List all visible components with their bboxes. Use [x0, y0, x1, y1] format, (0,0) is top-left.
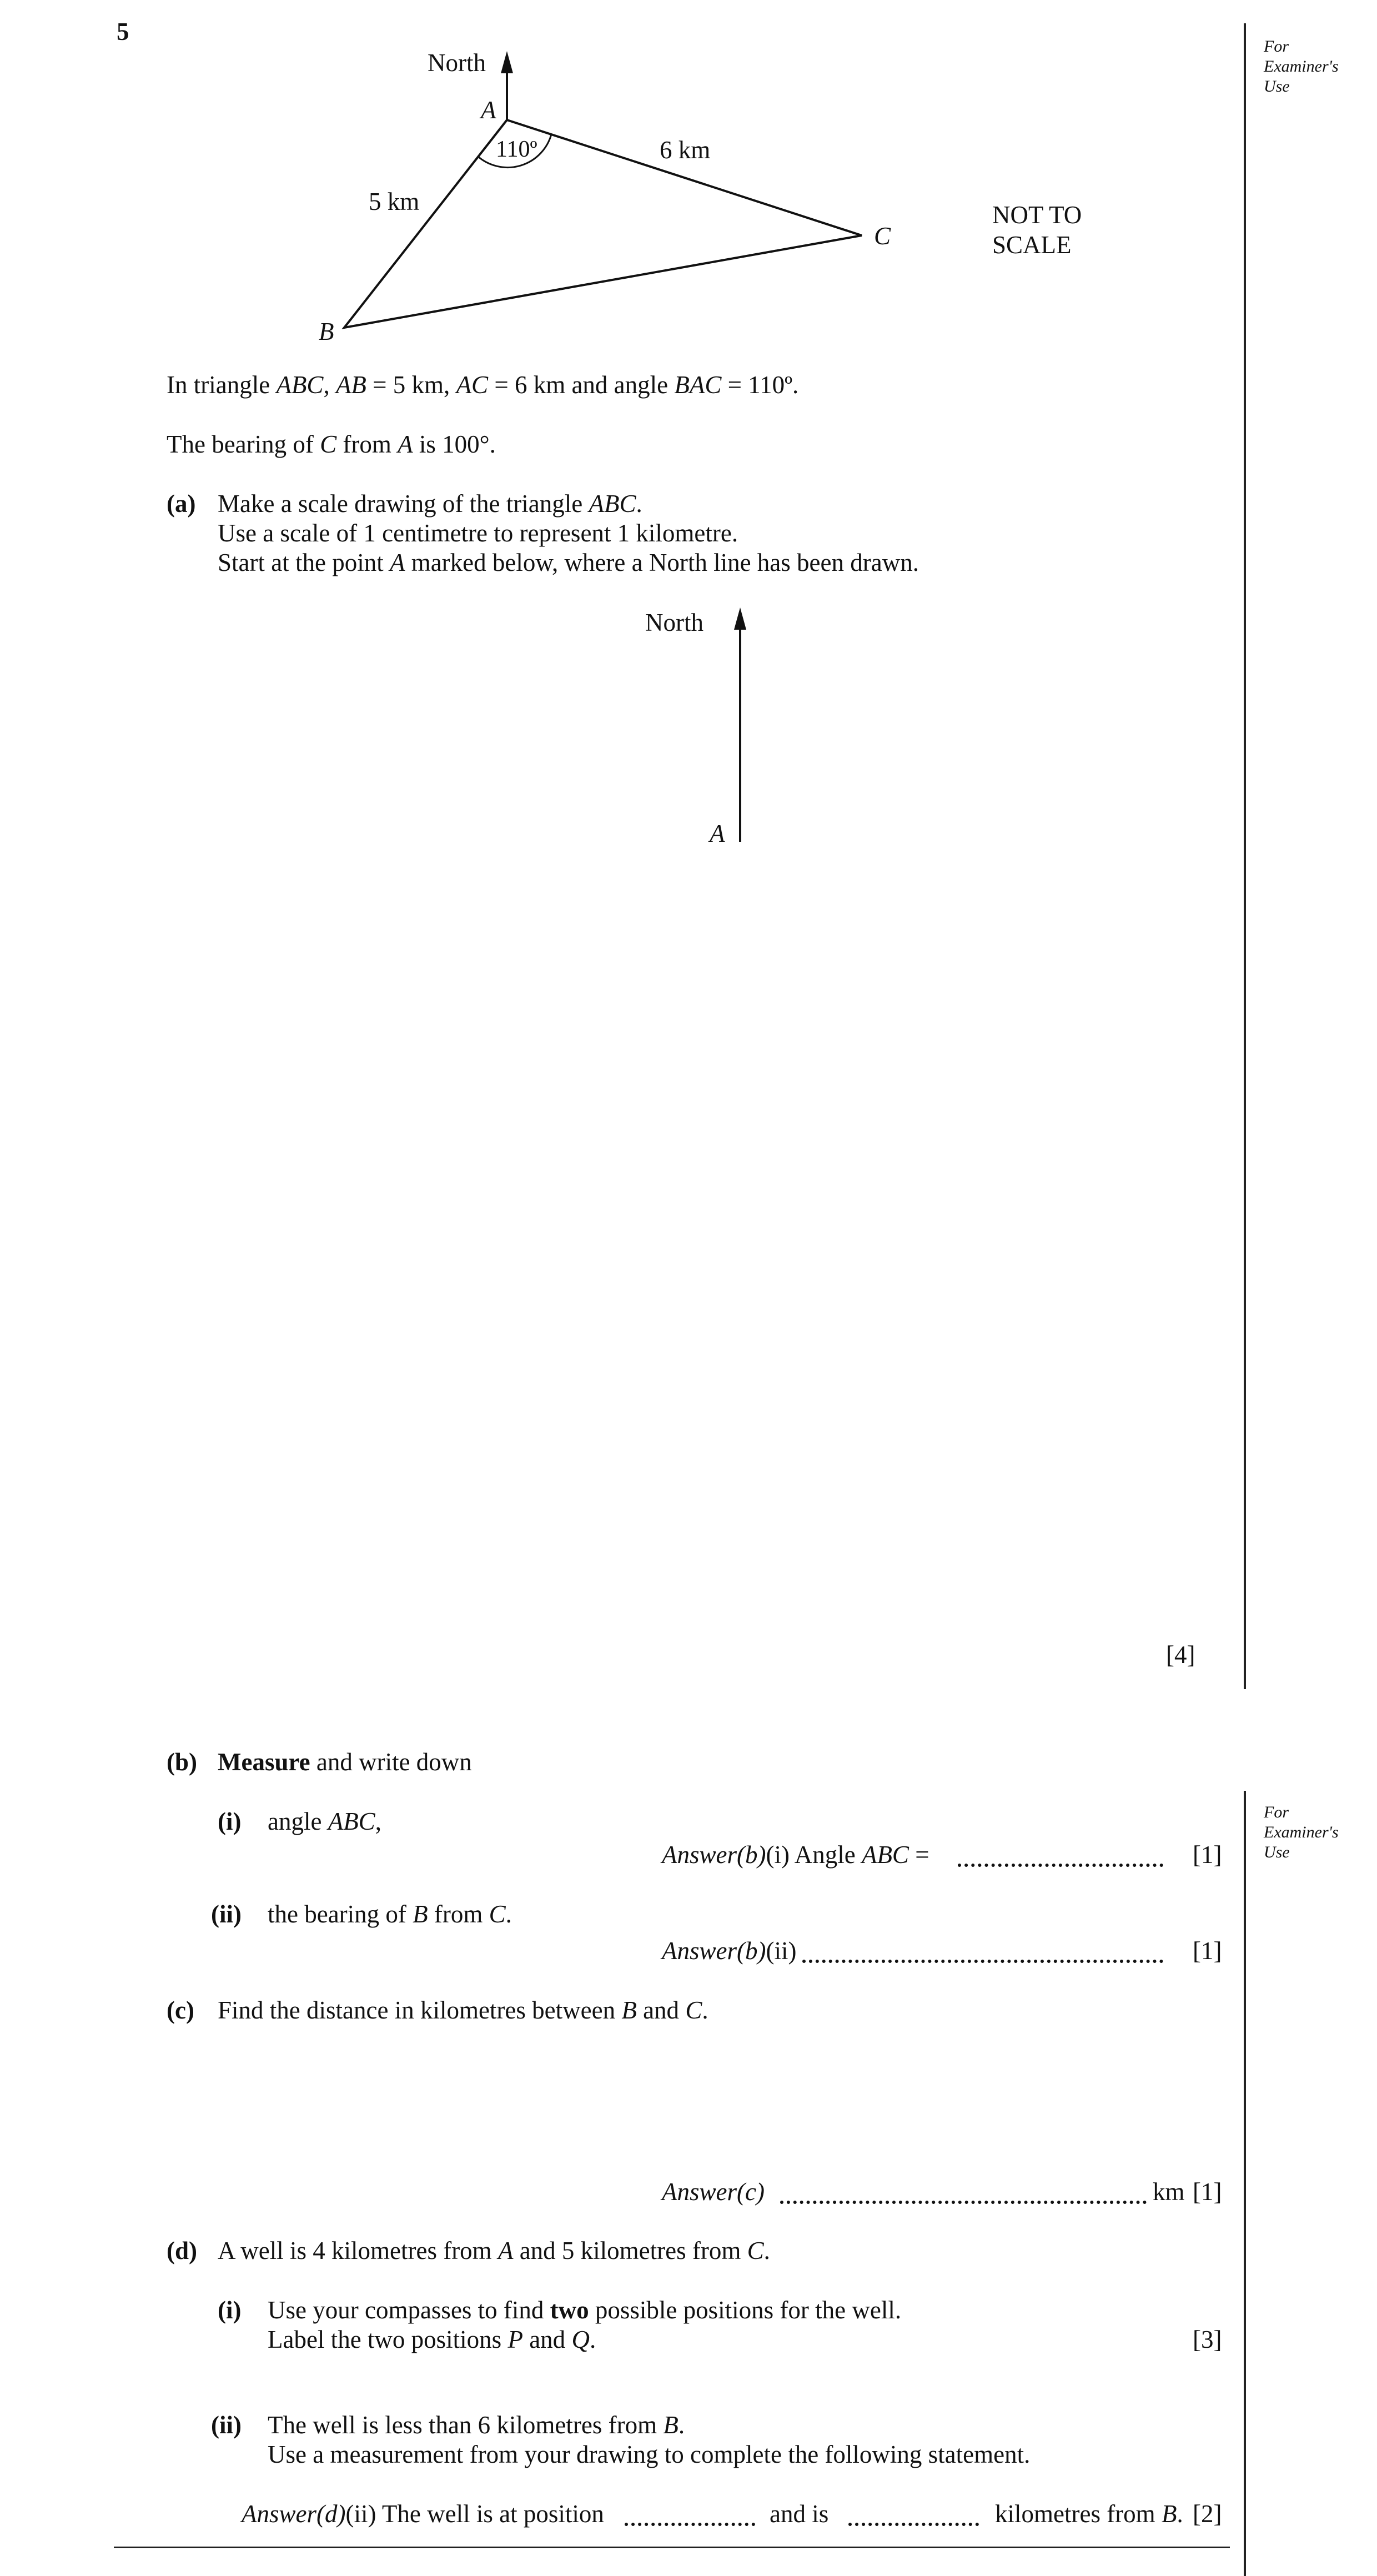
- part-d-ii-line-2: Use a measurement from your drawing to complete the following statement.: [268, 2441, 1031, 2468]
- intro-line-2: The bearing of C from A is 100°.: [167, 430, 496, 458]
- intro-line-1: In triangle ABC, AB = 5 km, AC = 6 km and angle BAC = 110º.: [167, 371, 799, 399]
- part-b-ii-text: the bearing of B from C.: [268, 1900, 512, 1928]
- part-b-i-marks: [1]: [1193, 1841, 1222, 1869]
- part-d-i-label: (i): [218, 2296, 242, 2324]
- examiner-column-label-top: For Examiner's Use: [1264, 37, 1339, 96]
- question-number: 5: [117, 18, 129, 46]
- vertex-c-label: C: [874, 222, 891, 250]
- part-b-label: (b): [167, 1748, 197, 1776]
- ab-length-label: 5 km: [369, 188, 420, 215]
- part-a-line-3: Start at the point A marked below, where a North line has been drawn.: [218, 549, 919, 576]
- examiner-column-label-bottom: For Examiner's Use: [1264, 1803, 1339, 1861]
- triangle-shape: [344, 120, 862, 328]
- part-b-ii-answer-line: Answer(b)(ii): [662, 1937, 797, 1965]
- part-a-marks: [4]: [1166, 1641, 1195, 1669]
- part-d-ii-position-field[interactable]: [625, 2523, 755, 2526]
- part-d-ii-marks: [2]: [1193, 2500, 1222, 2528]
- part-c-text: Find the distance in kilometres between B and C.: [218, 1996, 708, 2024]
- part-c-label: (c): [167, 1996, 194, 2024]
- part-d-label: (d): [167, 2237, 197, 2264]
- part-b-ii-answer-field[interactable]: [802, 1960, 1163, 1963]
- part-b-ii-marks: [1]: [1193, 1937, 1222, 1965]
- part-d-ii-label: (ii): [211, 2411, 242, 2439]
- north-line: [501, 51, 513, 120]
- part-d-i-line-1: Use your compasses to find two possible positions for the well.: [268, 2296, 902, 2324]
- bottom-rule: [114, 2547, 1230, 2548]
- part-d-ii-answer-line: Answer(d)(ii) The well is at position: [242, 2500, 604, 2528]
- vertex-b-label: B: [319, 318, 334, 345]
- angle-label: 110º: [496, 137, 537, 162]
- part-c-answer-field[interactable]: [780, 2201, 1147, 2204]
- part-a-line-1: Make a scale drawing of the triangle ABC.: [218, 490, 642, 518]
- part-d-i-marks: [3]: [1193, 2326, 1222, 2353]
- part-c-answer-unit: km: [1153, 2178, 1185, 2206]
- part-b-i-label: (i): [218, 1807, 242, 1835]
- part-d-ii-km-from: kilometres from B.: [995, 2500, 1183, 2528]
- part-b-intro: Measure and write down: [218, 1748, 472, 1776]
- scale-drawing-start: [639, 600, 805, 855]
- vertex-a-label: A: [481, 96, 496, 124]
- part-a-point-a-label: A: [710, 820, 725, 847]
- part-b-ii-label: (ii): [211, 1900, 242, 1928]
- part-c-marks: [1]: [1193, 2178, 1222, 2206]
- part-a-line-2: Use a scale of 1 centimetre to represent 1 kilometre.: [218, 519, 738, 547]
- part-d-i-line-2: Label the two positions P and Q.: [268, 2326, 596, 2353]
- part-d-ii-and-is: and is: [770, 2500, 829, 2528]
- triangle-diagram: [0, 0, 1377, 355]
- examiner-margin-line-bottom: [1244, 1791, 1246, 2576]
- not-to-scale-line1: NOT TO: [992, 201, 1082, 229]
- part-c-answer-label: Answer(c): [662, 2178, 765, 2206]
- ac-length-label: 6 km: [660, 136, 711, 164]
- part-b-i-answer-line: Answer(b)(i) Angle ABC =: [662, 1841, 929, 1869]
- part-a-label: (a): [167, 490, 196, 518]
- figure-north-label: North: [428, 49, 486, 77]
- part-d-ii-line-1: The well is less than 6 kilometres from B.: [268, 2411, 685, 2439]
- part-d-ii-distance-field[interactable]: [848, 2523, 979, 2526]
- part-a-north-label: North: [645, 609, 703, 636]
- part-b-i-answer-field[interactable]: [958, 1864, 1163, 1867]
- not-to-scale-line2: SCALE: [992, 231, 1072, 259]
- part-b-i-text: angle ABC,: [268, 1807, 381, 1835]
- part-d-text: A well is 4 kilometres from A and 5 kilometres from C.: [218, 2237, 770, 2264]
